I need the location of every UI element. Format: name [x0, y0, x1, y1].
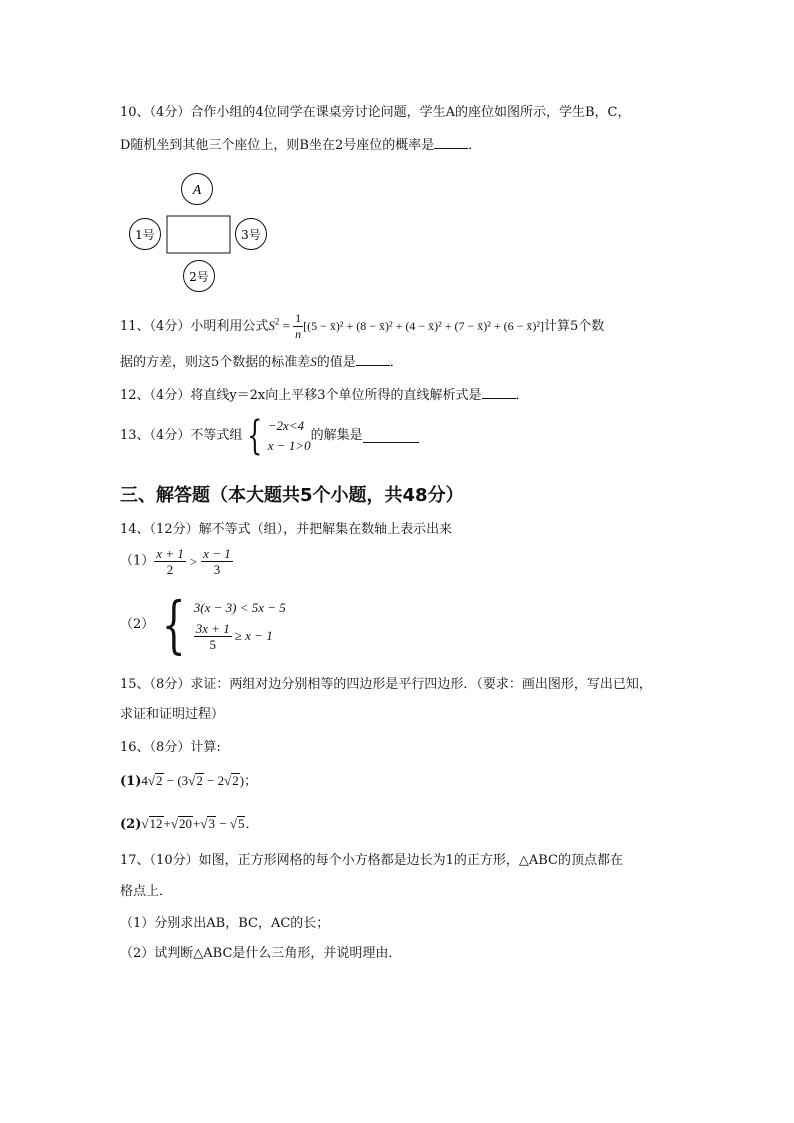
q11-formula-body: [(5 − x̄)² + (8 − x̄)² + (4 − x̄)² + (7 − x̄)² + (6 − x̄)²]	[303, 319, 545, 333]
q14-p2-ineq1: 3(x − 3) < 5x − 5	[193, 599, 286, 615]
q11-frac-num: 1	[295, 311, 302, 325]
q13-end: 的解集是	[310, 428, 363, 443]
q14-p1-label: （1）	[120, 553, 155, 569]
q11-line2	[120, 353, 403, 372]
q13-brace: {	[247, 413, 263, 459]
q16-p1-c: − 2	[203, 773, 225, 788]
q11-line2-end: ．	[389, 355, 403, 370]
seat-1-label: 1号	[135, 228, 155, 242]
sqrt-icon: √	[147, 773, 155, 788]
q10-line2-end: ．	[468, 138, 482, 153]
q16-p1-r3: 2	[232, 773, 239, 788]
q16-p2-end: ．	[245, 816, 259, 831]
q14-p2-den: 5	[209, 636, 216, 652]
q14-p2-ineq2	[194, 621, 286, 652]
answer-blank	[363, 430, 419, 443]
q10-line1: 10、（4分）合作小组的4位同学在课桌旁讨论问题，学生A的座位如图所示，学生B，C，	[120, 105, 631, 120]
q13-ineq2: x − 1>0	[267, 438, 311, 453]
section-title: 三、解答题（本大题共5个小题，共48分）	[120, 485, 464, 506]
q11-fraction	[293, 311, 303, 342]
sqrt-icon: √	[224, 773, 232, 788]
q14-p1-num2: x − 1	[203, 546, 231, 561]
q17-line2: 格点上．	[120, 884, 173, 899]
seating-diagram	[120, 170, 280, 292]
q16-p1-label: (1)	[120, 774, 142, 789]
q16-p1-d: )；	[239, 773, 258, 788]
q17-part2: （2）试判断△ABC是什么三角形，并说明理由．	[120, 946, 402, 961]
sqrt-icon: √	[141, 816, 149, 831]
sqrt-icon: √	[200, 816, 208, 831]
q15-line1: 15、（8分）求证：两组对边分别相等的四边形是平行四边形．（要求：画出图形，写出已知，	[120, 677, 652, 692]
q16-p1-expr	[141, 773, 257, 788]
q13-ineq1: −2x<4	[267, 418, 305, 433]
q15-line2: 求证和证明过程）	[120, 707, 225, 722]
q11-line2-text: 据的方差，则这5个数据的标准差	[120, 355, 311, 370]
seat-3-label: 3号	[241, 228, 261, 242]
q16-part1	[120, 772, 257, 791]
q13-system	[268, 416, 311, 456]
seat-2-label: 2号	[189, 270, 209, 284]
q10-line2	[120, 136, 481, 155]
q16-p2-op2: +	[192, 816, 201, 831]
q11-prefix: 11、（4分）小明利用公式	[120, 319, 269, 334]
q16-p2-r3: 3	[208, 816, 215, 831]
q16-p2-label: (2)	[120, 817, 142, 832]
q16-p2-op1: +	[163, 816, 171, 831]
q14-p2-rest: ≥ x − 1	[234, 628, 273, 643]
q16-p2-op3: −	[215, 816, 230, 831]
q16-p1-a: 4	[141, 773, 148, 788]
q16-p2-r2: 20	[178, 816, 192, 831]
q16-part2	[120, 815, 258, 834]
q12-text: 12、（4分）将直线y＝2x向上平移3个单位所得的直线解析式是	[120, 388, 482, 403]
q16-title: 16、（8分）计算:	[120, 740, 221, 755]
q11-s: S	[268, 318, 275, 333]
q11-suffix: 计算5个数	[544, 319, 605, 334]
answer-blank	[434, 136, 468, 149]
q14-p2-label: （2）	[120, 617, 155, 632]
q14-p1-frac1	[154, 546, 186, 577]
q14-p1-frac2	[201, 546, 233, 577]
q14-p1-den2: 3	[213, 562, 221, 577]
q17-part1: （1）分别求出AB，BC，AC的长；	[120, 916, 330, 931]
q16-p1-b: − (3	[163, 773, 189, 788]
seat-a-label: A	[192, 183, 202, 198]
q16-p2-expr	[141, 816, 258, 831]
q13-line	[120, 413, 419, 459]
answer-blank	[482, 386, 516, 399]
sqrt-icon: √	[188, 773, 196, 788]
answer-blank	[356, 353, 390, 366]
q14-part2	[120, 588, 286, 661]
q16-p2-r1: 12	[149, 816, 163, 831]
q16-p1-r2: 2	[196, 773, 203, 788]
q14-p1-op: >	[189, 553, 198, 569]
sqrt-icon: √	[170, 816, 178, 831]
q12-end: ．	[515, 388, 529, 403]
q14-part1	[120, 546, 233, 577]
q14-p2-system	[194, 599, 286, 652]
q11-line2-var: S	[310, 354, 317, 369]
q14-p1-den1: 2	[166, 562, 174, 577]
q17-line1: 17、（10分）如图，正方形网格的每个小方格都是边长为1的正方形，△ABC的顶点都在	[120, 853, 623, 868]
q14-brace: {	[162, 588, 186, 661]
q16-p2-r4: 5	[237, 816, 245, 831]
q11-line2-mid: 的值是	[316, 355, 356, 370]
q11-frac-den: n	[295, 327, 302, 341]
q11-s-sup: 2	[274, 316, 280, 327]
q14-p2-num: 3x + 1	[195, 620, 230, 636]
q11-eq: =	[279, 318, 294, 333]
q12-line	[120, 386, 529, 405]
q16-p1-r1: 2	[156, 773, 163, 788]
q14-p1-num1: x + 1	[156, 546, 184, 561]
q14-title: 14、（12分）解不等式（组），并把解集在数轴上表示出来	[120, 522, 453, 537]
q13-text: 13、（4分）不等式组	[120, 428, 243, 443]
q11-line1	[120, 311, 604, 342]
q10-line2-text: D随机坐到其他三个座位上，则B坐在2号座位的概率是	[120, 138, 435, 153]
sqrt-icon: √	[229, 816, 237, 831]
q14-p2-frac	[194, 621, 232, 652]
